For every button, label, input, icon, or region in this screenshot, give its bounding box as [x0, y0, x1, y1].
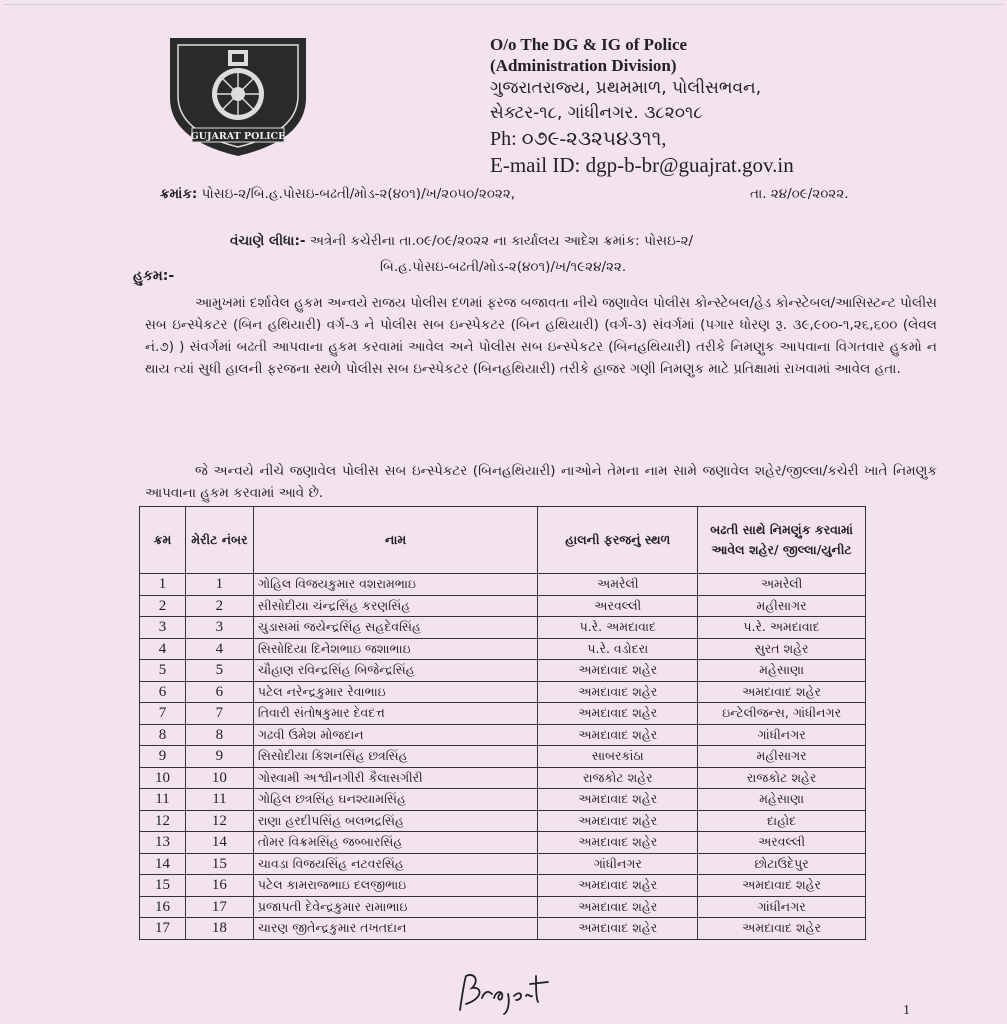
cell-current-posting: અરવલ્લી	[538, 595, 698, 617]
cell-current-posting: સાબરકાંઠા	[538, 746, 698, 768]
cell-merit: 9	[185, 746, 253, 768]
cell-merit: 12	[185, 810, 253, 832]
top-border	[4, 4, 1003, 5]
cell-serial: 5	[140, 660, 186, 682]
table-row	[140, 617, 866, 639]
table-row	[140, 660, 866, 682]
cell-serial: 3	[140, 617, 186, 639]
cell-new-posting: મહીસાગર	[698, 595, 866, 617]
page-number: 1	[903, 1003, 910, 1018]
table-header-row	[140, 507, 866, 574]
cell-name: પટેલ કામરાજભાઇ દલજીભાઇ	[253, 875, 538, 897]
cell-merit: 18	[185, 918, 253, 940]
cell-name: સીસોદીયા ચંન્દ્રસિંહ કરણસિંહ	[253, 595, 538, 617]
office-division: (Administration Division)	[490, 56, 677, 75]
cell-name: ચુડાસમાં જયેન્દ્રસિંહ સહદેવસિંહ	[253, 617, 538, 639]
table-row	[140, 746, 866, 768]
cell-current-posting: અમરેલી	[538, 574, 698, 596]
cell-serial: 12	[140, 810, 186, 832]
read-label: વંચાણે લીધા:-	[230, 233, 306, 249]
table-row	[140, 832, 866, 854]
cell-merit: 7	[185, 703, 253, 725]
cell-serial: 9	[140, 746, 186, 768]
reference-number: પોસઇ-૨/બિ.હ.પોસઇ-બઢતી/મોડ-૨(૪૦૧)/ખ/૨૦૫૦/૨૦૨૨,	[201, 186, 516, 202]
cell-merit: 4	[185, 638, 253, 660]
cell-merit: 1	[185, 574, 253, 596]
cell-new-posting: અમદાવાદ શહેર	[698, 681, 866, 703]
table-row	[140, 875, 866, 897]
read-reference	[230, 228, 930, 280]
cell-name: સિસોદિયા દિનેશભાઇ જશાભાઇ	[253, 638, 538, 660]
reference-date: તા. ૨૪/૦૯/૨૦૨૨.	[750, 186, 849, 202]
cell-current-posting: અમદાવાદ શહેર	[538, 703, 698, 725]
order-paragraph-2: જે અન્વયે નીચે જણાવેલ પોલીસ સબ ઇન્સ્પેકટર (બિનહથિયારી) નાઓને તેમના નામ સામે જણાવેલ શહેર/જીલ્લા/કચેરી ખાતે નિમણુક આપવાના હુકમ કરવામાં આવે છે.	[145, 463, 937, 501]
cell-name: સિસોદીયા કિશનસિંહ છત્રસિંહ	[253, 746, 538, 768]
table-row	[140, 724, 866, 746]
cell-new-posting: અમદાવાદ શહેર	[698, 918, 866, 940]
table-body	[140, 574, 866, 940]
cell-merit: 6	[185, 681, 253, 703]
table-row	[140, 896, 866, 918]
cell-serial: 1	[140, 574, 186, 596]
cell-name: તોમર વિક્રમસિંહ જબ્બારસિંહ	[253, 832, 538, 854]
table-row	[140, 681, 866, 703]
signature-icon	[452, 968, 572, 1018]
cell-serial: 17	[140, 918, 186, 940]
cell-name: ગોસ્વામી અશ્વીનગીરી કૈલાસગીરી	[253, 767, 538, 789]
cell-serial: 10	[140, 767, 186, 789]
office-phone: Ph: ૦૭૯-૨૩૨૫૪૩૧૧,	[490, 128, 667, 150]
cell-name: રાણા હરદીપસિંહ બલભદ્રસિંહ	[253, 810, 538, 832]
cell-new-posting: ગાંધીનગર	[698, 896, 866, 918]
office-email: E-mail ID: dgp-b-br@guajrat.gov.in	[490, 153, 794, 177]
cell-serial: 14	[140, 853, 186, 875]
cell-name: ગઢવી ઉમેશ મોજદાન	[253, 724, 538, 746]
cell-name: પ્રજાપતી દેવેન્દ્રકુમાર રામાભાઇ	[253, 896, 538, 918]
cell-new-posting: રાજકોટ શહેર	[698, 767, 866, 789]
order-paragraph-1: આમુખમાં દર્શાવેલ હુકમ અન્વયે રાજય પોલીસ દળમાં ફરજ બજાવતા નીચે જણાવેલ પોલીસ કોન્સ્ટેબલ/હેડ કોન્સ્ટેબલ/આસિસ્ટન્ટ પોલીસ સબ ઇન્સ્પેકટર (બિન હથિયારી) વર્ગ-૩ ને પોલીસ સબ ઇન્સ્પેકટર (બિન હથિયારી) (વર્ગ-૩) સંવર્ગમાં (પગાર ધોરણ રૂ. ૩૯,૯૦૦-૧,૨૬,૬૦૦ (લેવલ નં.૭) ) સંવર્ગમાં બઢતી આપવાના હુકમ કરવામાં આવેલ અને પોલીસ સબ ઇન્સ્પેકટર (બિનહથિયારી) તરીકે નિમણુક આપવાના વિગતવાર હુકમો ન થાય ત્યાં સુધી હાલની ફરજના સ્થળે પોલીસ સબ ઇન્સ્પેકટર (બિનહથિયારી) તરીકે હાજર ગણી નિમણુક માટે પ્રતિક્ષામાં રાખવામાં આવેલ હતા.	[145, 295, 937, 377]
cell-serial: 11	[140, 789, 186, 811]
reference-label: ક્રમાંક:	[160, 186, 198, 202]
cell-current-posting: અમદાવાદ શહેર	[538, 660, 698, 682]
cell-current-posting: પ.રે. વડોદરા	[538, 638, 698, 660]
cell-new-posting: મહેસાણા	[698, 789, 866, 811]
header-serial: ક્રમ	[140, 507, 186, 574]
cell-new-posting: ગાંધીનગર	[698, 724, 866, 746]
cell-merit: 5	[185, 660, 253, 682]
cell-new-posting: અમરેલી	[698, 574, 866, 596]
cell-serial: 2	[140, 595, 186, 617]
cell-serial: 15	[140, 875, 186, 897]
cell-current-posting: અમદાવાદ શહેર	[538, 681, 698, 703]
cell-merit: 3	[185, 617, 253, 639]
cell-serial: 4	[140, 638, 186, 660]
reference-line	[160, 186, 920, 202]
office-name: O/o The DG & IG of Police	[490, 35, 688, 54]
cell-new-posting: પ.રે. અમદાવાદ	[698, 617, 866, 639]
cell-serial: 7	[140, 703, 186, 725]
posting-table	[139, 506, 866, 940]
cell-merit: 10	[185, 767, 253, 789]
header-current-posting: હાલની ફરજનું સ્થળ	[538, 507, 698, 574]
cell-new-posting: છોટાઉદેપુર	[698, 853, 866, 875]
cell-serial: 6	[140, 681, 186, 703]
cell-name: પટેલ નરેન્દ્રકુમાર રેવાભાઇ	[253, 681, 538, 703]
cell-new-posting: મહીસાગર	[698, 746, 866, 768]
cell-current-posting: અમદાવાદ શહેર	[538, 896, 698, 918]
gujarat-police-emblem-icon	[162, 28, 314, 160]
cell-name: ગોહિલ છત્રસિંહ ઘનશ્યામસિંહ	[253, 789, 538, 811]
cell-merit: 16	[185, 875, 253, 897]
cell-current-posting: રાજકોટ શહેર	[538, 767, 698, 789]
cell-current-posting: ગાંધીનગર	[538, 853, 698, 875]
table-row	[140, 853, 866, 875]
order-heading: હુકમ:-	[133, 268, 175, 284]
cell-new-posting: અમદાવાદ શહેર	[698, 875, 866, 897]
cell-current-posting: અમદાવાદ શહેર	[538, 789, 698, 811]
cell-name: તિવારી સંતોષકુમાર દેવદત્ત	[253, 703, 538, 725]
cell-merit: 17	[185, 896, 253, 918]
cell-current-posting: પ.રે. અમદાવાદ	[538, 617, 698, 639]
read-line2: બિ.હ.પોસઇ-બઢતી/મોડ-૨(૪૦૧)/ખ/૧૯૨૪/૨૨.	[380, 259, 627, 275]
cell-name: ચૌહાણ રવિન્દ્રસિંહ બિજેન્દ્રસિંહ	[253, 660, 538, 682]
cell-merit: 11	[185, 789, 253, 811]
cell-new-posting: દાહોદ	[698, 810, 866, 832]
office-address-line1: ગુજરાતરાજ્ય, પ્રથમમાળ, પોલીસભવન,	[490, 78, 762, 98]
office-address	[490, 34, 990, 178]
table-row	[140, 810, 866, 832]
cell-serial: 8	[140, 724, 186, 746]
header-new-posting: બઢતી સાથે નિમણુંક કરવામાં આવેલ શહેર/ જીલ્લા/યુનીટ	[698, 507, 866, 574]
cell-current-posting: અમદાવાદ શહેર	[538, 724, 698, 746]
table-row	[140, 703, 866, 725]
table-row	[140, 918, 866, 940]
table-row	[140, 574, 866, 596]
cell-serial: 16	[140, 896, 186, 918]
cell-new-posting: ઇન્ટેલીજન્સ, ગાંધીનગર	[698, 703, 866, 725]
cell-current-posting: અમદાવાદ શહેર	[538, 832, 698, 854]
header-merit: મેરીટ નંબર	[185, 507, 253, 574]
cell-current-posting: અમદાવાદ શહેર	[538, 810, 698, 832]
table-row	[140, 595, 866, 617]
cell-new-posting: મહેસાણા	[698, 660, 866, 682]
cell-merit: 15	[185, 853, 253, 875]
header-name: નામ	[253, 507, 538, 574]
cell-current-posting: અમદાવાદ શહેર	[538, 875, 698, 897]
cell-new-posting: સુરત શહેર	[698, 638, 866, 660]
table-row	[140, 767, 866, 789]
cell-name: ગોહિલ વિજયકુમાર વશરામભાઇ	[253, 574, 538, 596]
table-row	[140, 638, 866, 660]
cell-name: ચારણ જીતેન્દ્રકુમાર તખતદાન	[253, 918, 538, 940]
read-line1: અત્રેની કચેરીના તા.૦૯/૦૯/૨૦૨૨ ના કાર્યાલય આદેશ ક્રમાંક: પોસઇ-૨/	[309, 233, 694, 249]
cell-name: ચાવડા વિજયસિંહ નટવરસિંહ	[253, 853, 538, 875]
table-row	[140, 789, 866, 811]
cell-serial: 13	[140, 832, 186, 854]
emblem-text: GUJARAT POLICE	[190, 131, 286, 142]
cell-current-posting: અમદાવાદ શહેર	[538, 918, 698, 940]
cell-merit: 8	[185, 724, 253, 746]
cell-new-posting: અરવલ્લી	[698, 832, 866, 854]
cell-merit: 2	[185, 595, 253, 617]
cell-merit: 14	[185, 832, 253, 854]
office-address-line2: સેક્ટર-૧૮, ગાંધીનગર. ૩૮૨૦૧૮	[490, 103, 703, 123]
